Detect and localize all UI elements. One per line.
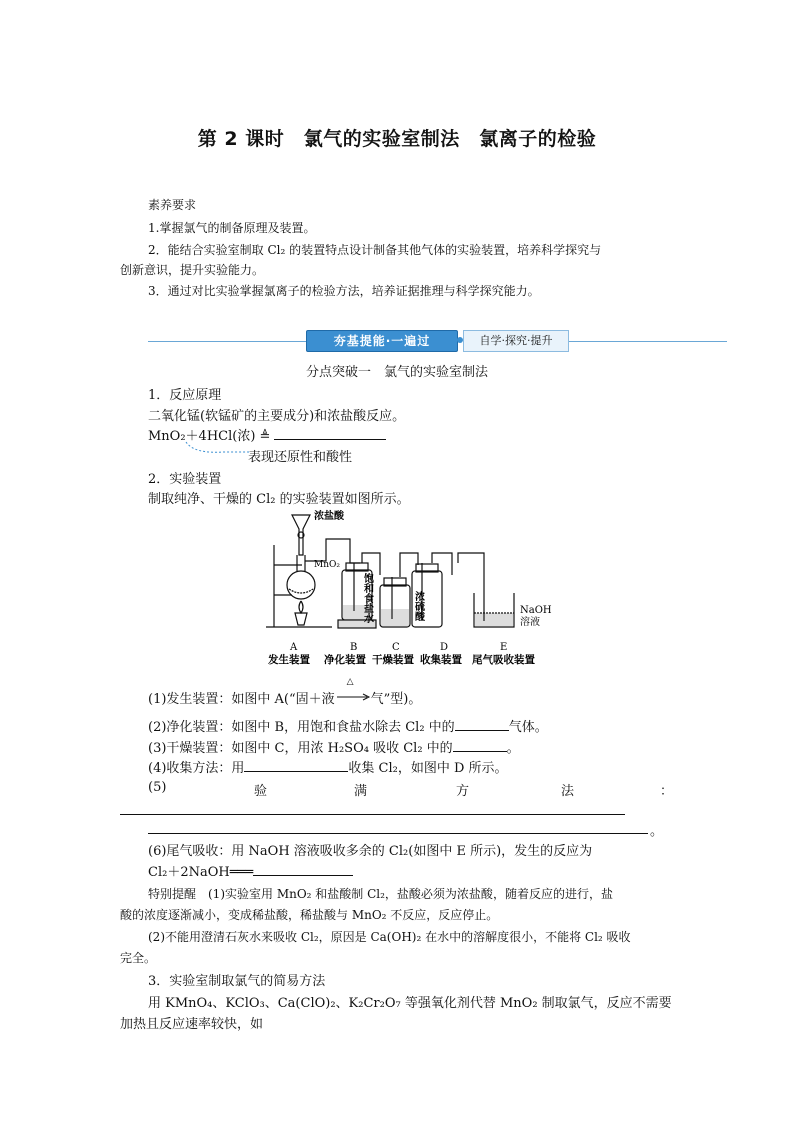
item-2-blank bbox=[455, 718, 509, 731]
letter-e: E bbox=[500, 642, 508, 653]
item-5-d: 方 bbox=[456, 784, 470, 799]
s1-note: 表现还原性和酸性 bbox=[248, 450, 353, 465]
label-solution: 溶液 bbox=[520, 617, 540, 628]
section-banner-sub: 自学·探究·提升 bbox=[463, 330, 569, 352]
letter-c: C bbox=[392, 642, 400, 653]
requirement-1: 1.掌握氯气的制备原理及装置。 bbox=[148, 221, 316, 235]
s3-heading: 3．实验室制取氯气的简易方法 bbox=[148, 974, 326, 989]
delta-symbol: △ bbox=[346, 677, 354, 687]
item-5-f: ： bbox=[660, 784, 674, 799]
item-5-c: 满 bbox=[354, 784, 368, 799]
heat-arrow-icon bbox=[335, 677, 371, 703]
label-b: 饱和食盐水 bbox=[361, 573, 373, 623]
equation-lhs: MnO₂＋4HCl(浓) ≜ bbox=[148, 429, 271, 444]
item-1 bbox=[148, 677, 422, 707]
section-banner: 夯基提能·一遍过 bbox=[306, 330, 458, 352]
item-4-text: (4)收集方法：用 bbox=[148, 761, 245, 776]
item-3 bbox=[148, 737, 520, 756]
letter-d: D bbox=[440, 642, 449, 653]
item-5-a: (5) bbox=[148, 780, 167, 795]
caption-e: 尾气吸收装置 bbox=[472, 654, 535, 666]
label-c: 浓硫酸 bbox=[412, 591, 424, 621]
page-title: 第 2 课时 氯气的实验室制法 氯离子的检验 bbox=[197, 128, 597, 150]
tip-2-cont: 完全。 bbox=[120, 951, 157, 965]
caption-c: 干燥装置 bbox=[372, 654, 414, 666]
tip-1: 特别提醒 (1)实验室用 MnO₂ 和盐酸制 Cl₂，盐酸必须为浓盐酸，随着反应的进行，盐 bbox=[148, 887, 613, 901]
label-hcl: 浓盐酸 bbox=[314, 511, 344, 522]
s1-heading: 1．反应原理 bbox=[148, 388, 222, 403]
requirements-heading: 素养要求 bbox=[148, 198, 197, 212]
item-4-text-b: 收集 Cl₂，如图中 D 所示。 bbox=[348, 761, 508, 776]
item-3-text-b: 。 bbox=[506, 741, 520, 756]
label-mno2: MnO₂ bbox=[314, 560, 340, 570]
section-title: 分点突破一 氯气的实验室制法 bbox=[305, 365, 488, 380]
annotation-curve-icon bbox=[184, 440, 254, 458]
caption-d: 收集装置 bbox=[420, 654, 462, 666]
requirement-2: 2．能结合实验室制取 Cl₂ 的装置特点设计制备其他气体的实验装置，培养科学探究与 bbox=[148, 243, 602, 257]
item-6: (6)尾气吸收：用 NaOH 溶液吸收多余的 Cl₂(如图中 E 所示)，发生的反应为 bbox=[148, 844, 593, 859]
item-5-b: 验 bbox=[254, 784, 268, 799]
item-2-text-b: 气体。 bbox=[508, 720, 548, 735]
s2-heading: 2．实验装置 bbox=[148, 472, 222, 487]
item-6-eq-text: Cl₂＋2NaOH═══ bbox=[148, 865, 254, 880]
requirement-3: 3．通过对比实验掌握氯离子的检验方法，培养证据推理与科学探究能力。 bbox=[148, 284, 540, 298]
s3-text-cont: 加热且反应速率较快，如 bbox=[120, 1017, 264, 1032]
item-5-e: 法 bbox=[561, 784, 575, 799]
caption-a: 发生装置 bbox=[268, 654, 310, 666]
caption-b: 净化装置 bbox=[324, 654, 366, 666]
equation-blank bbox=[274, 427, 386, 440]
s3-text: 用 KMnO₄、KClO₃、Ca(ClO)₂、K₂Cr₂O₇ 等强氧化剂代替 MnO₂ 制取氯气，反应不需要 bbox=[148, 996, 672, 1011]
item-5-line-1 bbox=[120, 814, 625, 815]
apparatus-diagram bbox=[262, 505, 562, 670]
item-3-blank bbox=[453, 739, 507, 752]
s2-text: 制取纯净、干燥的 Cl₂ 的实验装置如图所示。 bbox=[148, 492, 410, 507]
item-4 bbox=[148, 757, 508, 776]
item-2 bbox=[148, 716, 548, 735]
banner-rule-right bbox=[567, 341, 727, 342]
item-6-blank bbox=[253, 863, 353, 876]
item-4-blank bbox=[244, 759, 348, 772]
label-naoh: NaOH bbox=[520, 605, 552, 616]
requirement-2-cont: 创新意识，提升实验能力。 bbox=[120, 263, 265, 277]
item-3-text: (3)干燥装置：如图中 C，用浓 H₂SO₄ 吸收 Cl₂ 中的 bbox=[148, 741, 453, 756]
letter-a: A bbox=[290, 642, 298, 653]
tip-2: (2)不能用澄清石灰水来吸收 Cl₂，原因是 Ca(OH)₂ 在水中的溶解度很小，不能将 Cl₂ 吸收 bbox=[148, 930, 631, 944]
tip-1-cont: 酸的浓度逐渐减小，变成稀盐酸，稀盐酸与 MnO₂ 不反应，反应停止。 bbox=[120, 908, 499, 922]
letter-b: B bbox=[350, 642, 358, 653]
item-5-line-2 bbox=[148, 833, 648, 834]
item-1-text-b: 气”型)。 bbox=[370, 692, 422, 707]
item-1-text: (1)发生装置：如图中 A(“固＋液 bbox=[148, 692, 335, 707]
item-6-eq bbox=[148, 861, 353, 880]
item-2-text: (2)净化装置：如图中 B，用饱和食盐水除去 Cl₂ 中的 bbox=[148, 720, 455, 735]
s1-text: 二氧化锰(软锰矿的主要成分)和浓盐酸反应。 bbox=[148, 409, 406, 424]
banner-rule-left bbox=[148, 341, 306, 342]
item-5-end: 。 bbox=[650, 824, 664, 839]
